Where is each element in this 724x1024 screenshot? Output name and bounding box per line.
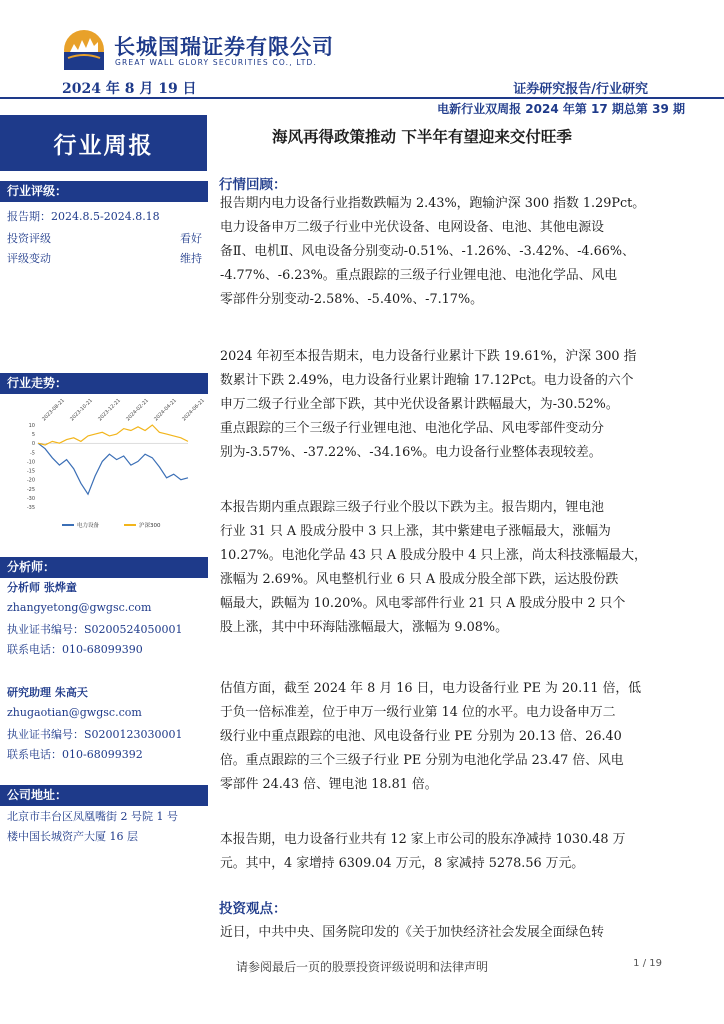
paragraph-line: 近日，中共中央、国务院印发的《关于加快经济社会发展全面绿色转 (220, 925, 604, 940)
paragraph-line: 涨幅为 2.69%。风电整机行业 6 只 A 股成分股全部下跌，运达股份跌 (220, 572, 619, 587)
rating-label: 投资评级 (7, 232, 51, 245)
analyst-section-header: 分析师： (0, 557, 208, 578)
assistant-phone: 联系电话：010-68099392 (7, 748, 143, 761)
trend-chart-svg (12, 395, 206, 537)
paragraph-line: 元。其中，4 家增持 6309.04 万元，8 家减持 5278.56 万元。 (220, 856, 585, 871)
rating-change-value: 维持 (180, 252, 202, 265)
paragraph-line: 2024 年初至本报告期末，电力设备行业累计下跌 19.61%，沪深 300 指 (220, 349, 637, 364)
analyst-cert: 执业证书编号：S0200524050001 (7, 623, 183, 636)
report-period-label: 报告期： (7, 210, 51, 223)
weekly-label-box (0, 115, 207, 171)
trend-section-header: 行业走势： (0, 373, 208, 394)
x-tick-label: 2024-06-21 (181, 397, 206, 423)
paragraph-line: -4.77%、-6.23%。重点跟踪的三级子行业锂电池、电池化学品、风电 (220, 268, 618, 283)
paragraph-1 (220, 192, 660, 312)
paragraph-line: 申万二级子行业全部下跌，其中光伏设备累计跌幅最大，为-30.52%。 (220, 397, 619, 412)
report-date: 2024 年 8 月 19 日 (62, 81, 197, 97)
paragraph-line: 估值方面，截至 2024 年 8 月 16 日，电力设备行业 PE 为 20.11 倍，低 (220, 681, 641, 696)
company-name-cn: 长城国瑞证券有限公司 (114, 35, 334, 59)
paragraph-6 (220, 921, 660, 945)
paragraph-line: 本报告期，电力设备行业共有 12 家上市公司的股东净减持 1030.48 万 (220, 832, 626, 847)
footer-disclaimer: 请参阅最后一页的股票投资评级说明和法律声明 (235, 960, 488, 974)
address-line-2: 楼中国长城资产大厦 16 层 (7, 830, 138, 843)
header-divider (0, 97, 724, 99)
paragraph-line: 报告期内电力设备行业指数跌幅为 2.43%，跑输沪深 300 指数 1.29Pct。 (220, 196, 646, 211)
x-tick-label: 2023-12-21 (97, 397, 122, 423)
rating-section-header: 行业评级： (0, 181, 208, 202)
series-line (38, 443, 188, 494)
x-tick-label: 2024-02-21 (125, 397, 150, 423)
paragraph-line: 股上涨，其中中环海陆涨幅最大，涨幅为 9.08%。 (220, 620, 508, 635)
page-title: 海风再得政策推动 下半年有望迎来交付旺季 (272, 128, 572, 146)
paragraph-line: 重点跟踪的三个三级子行业锂电池、电池化学品、风电零部件变动分 (220, 421, 604, 436)
legend-label: 电力设备 (77, 523, 100, 529)
address-line-1: 北京市丰台区凤凰嘴街 2 号院 1 号 (7, 810, 178, 823)
y-tick-label: 5 (31, 432, 35, 439)
x-tick-label: 2024-04-21 (153, 397, 178, 423)
x-tick-label: 2023-08-21 (41, 397, 66, 423)
paragraph-line: 级行业中重点跟踪的电池、风电设备行业 PE 分别为 20.13 倍、26.40 (220, 729, 622, 744)
company-logo (64, 30, 364, 74)
paragraph-3 (220, 496, 660, 640)
paragraph-line: 10.27%。电池化学品 43 只 A 股成分股中 4 只上涨，尚太科技涨幅最大， (220, 548, 647, 563)
paragraph-line: 数累计下跌 2.49%，电力设备行业累计跑输 17.12Pct。电力设备的六个 (220, 373, 634, 388)
analyst-name: 分析师 张烨童 (7, 581, 77, 594)
y-tick-label: -5 (30, 450, 35, 457)
paragraph-line: 倍。重点跟踪的三个三级子行业 PE 分别为电池化学品 23.47 倍、风电 (220, 753, 624, 768)
analyst-email[interactable]: zhangyetong@gwgsc.com (7, 601, 152, 614)
paragraph-line: 零部件 24.43 倍、锂电池 18.81 倍。 (220, 777, 438, 792)
series-line (38, 425, 188, 445)
page-number: 1 / 19 (633, 958, 662, 969)
legend-label: 沪深300 (139, 523, 161, 529)
report-period-value: 2024.8.5-2024.8.18 (51, 210, 160, 223)
company-name-en: GREAT WALL GLORY SECURITIES CO., LTD. (115, 58, 318, 67)
x-tick-label: 2023-10-21 (69, 397, 94, 423)
investment-view-heading: 投资观点： (219, 901, 287, 917)
weekly-label: 行业周报 (53, 132, 154, 159)
paragraph-5 (220, 828, 660, 876)
assistant-email[interactable]: zhugaotian@gwgsc.com (7, 706, 142, 719)
paragraph-line: 别为-3.57%、-37.22%、-34.16%。电力设备行业整体表现较差。 (220, 445, 602, 460)
y-tick-label: -25 (26, 486, 35, 493)
report-type: 证券研究报告/行业研究 (513, 82, 648, 97)
y-tick-label: -15 (26, 468, 35, 475)
paragraph-line: 幅最大，跌幅为 10.20%。风电零部件行业 21 只 A 股成分股中 2 只个 (220, 596, 626, 611)
paragraph-line: 备Ⅱ、电机Ⅱ、风电设备分别变动-0.51%、-1.26%、-3.42%、-4.66%、 (220, 244, 635, 259)
analyst-phone: 联系电话：010-68099390 (7, 643, 143, 656)
assistant-name: 研究助理 朱高天 (7, 686, 88, 699)
y-tick-label: -20 (26, 477, 35, 484)
market-review-heading: 行情回顾： (219, 177, 287, 193)
rating-value: 看好 (180, 232, 202, 245)
y-tick-label: -30 (26, 495, 35, 502)
y-tick-label: -35 (26, 505, 35, 511)
industry-trend-chart (12, 395, 206, 537)
y-tick-label: -10 (26, 459, 35, 466)
paragraph-line: 电力设备申万二级子行业中光伏设备、电网设备、电池、其他电源设 (220, 220, 604, 235)
y-tick-label: 10 (28, 423, 35, 429)
report-series: 电新行业双周报 2024 年第 17 期总第 39 期 (437, 102, 685, 116)
great-wall-logo-icon (64, 30, 104, 70)
y-tick-label: 0 (31, 441, 35, 448)
address-section-header: 公司地址： (0, 785, 208, 806)
paragraph-line: 零部件分别变动-2.58%、-5.40%、-7.17%。 (220, 292, 483, 307)
paragraph-line: 于负一倍标准差，位于申万一级行业第 14 位的水平。电力设备申万二 (220, 705, 616, 720)
paragraph-4 (220, 677, 660, 797)
paragraph-2 (220, 345, 660, 465)
assistant-cert: 执业证书编号：S0200123030001 (7, 728, 183, 741)
report-period (7, 208, 160, 224)
rating-change-label: 评级变动 (7, 252, 51, 265)
paragraph-line: 本报告期内重点跟踪三级子行业个股以下跌为主。报告期内，锂电池 (220, 500, 604, 515)
paragraph-line: 行业 31 只 A 股成分股中 3 只上涨，其中紫建电子涨幅最大，涨幅为 (220, 524, 611, 539)
